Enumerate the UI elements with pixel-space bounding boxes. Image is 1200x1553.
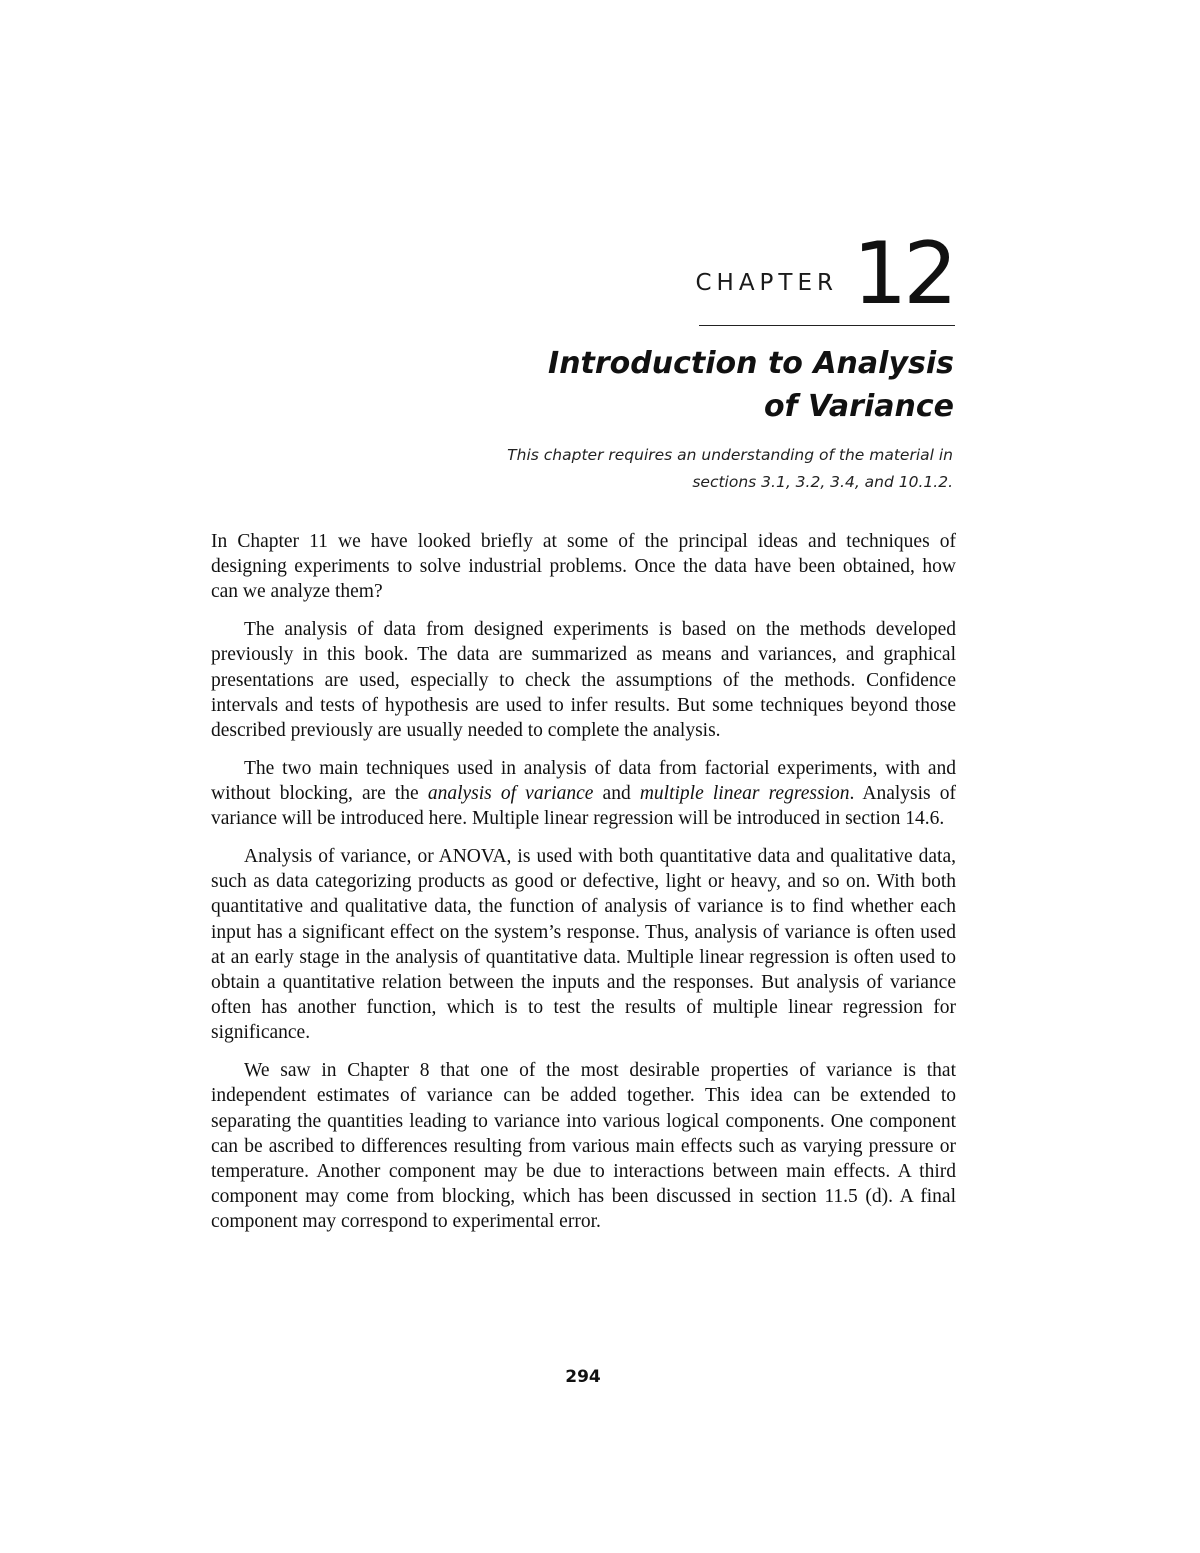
chapter-heading [694,224,954,328]
paragraph-1: In Chapter 11 we have looked briefly at some of the principal ideas and techniques of designing experiments to solve industrial problems. Once the data have been obtained, how can we analyze them? [211,531,956,603]
term-analysis-of-variance: analysis of variance [427,783,594,805]
paragraph-3-text-a: The two main techniques used in analysis of data from factorial experiments, with and without blocking, are the [211,757,956,805]
paragraph-2: The analysis of data from designed experiments is based on the methods developed previously in this book. The data are summarized as means and variances, and graphical presentations are used, especially to check the assumptions of the methods. Confidence intervals and tests of hypothesis are used to infer results. But some techniques beyond those described previously are usually needed to complete the analysis. [211,619,956,742]
prerequisite-line-1: This chapter requires an understanding of the material in [507,446,953,464]
paragraph-3 [211,756,956,832]
paragraph-4: Analysis of variance, or ANOVA, is used with both quantitative data and qualitative data, such as data categorizing products as good or defective, light or heavy, and so on. With both quantitative and qualitative data, the function of analysis of variance is to find whether each input has a significant effect on the system’s response. Thus, analysis of variance is often used at an early stage in the analysis of quantitative data. Multiple linear regression is often used to obtain a quantitative relation between the inputs and the responses. But analysis of variance often has another function, which is to test the results of multiple linear regression for significance. [211,846,956,1044]
term-multiple-linear-regression: multiple linear regression [639,783,850,805]
chapter-prerequisite [433,442,953,496]
chapter-rule [699,325,955,326]
chapter-label: CHAPTER [695,270,838,296]
paragraph-3-text-b: and [593,783,640,805]
chapter-number: 12 [852,224,954,324]
paragraph-3-text-c: . Analysis of variance will be introduced here. Multiple linear regression will be introduced in section 14.6. [211,783,957,830]
chapter-title [434,342,954,428]
chapter-title-line-2: of Variance [763,389,954,424]
chapter-title-line-1: Introduction to Analysis [548,346,954,381]
page-number: 294 [565,1367,601,1387]
body-text [211,529,956,1247]
prerequisite-line-2: sections 3.1, 3.2, 3.4, and 10.1.2. [692,473,953,491]
paragraph-5: We saw in Chapter 8 that one of the most desirable properties of variance is that independent estimates of variance can be added together. This idea can be extended to separating the quantities leading to variance into various logical components. One component can be ascribed to differences resulting from various main effects such as varying pressure or temperature. Another component may be due to interactions between main effects. A third component may come from blocking, which has been discussed in section 11.5 (d). A final component may correspond to experimental error. [211,1060,956,1233]
